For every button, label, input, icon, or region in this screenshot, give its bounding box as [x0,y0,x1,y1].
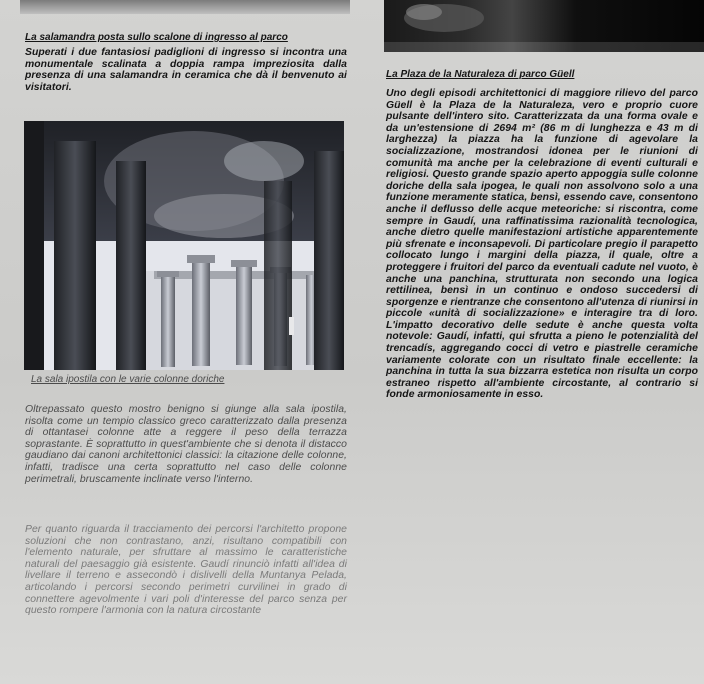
paragraph-sala-ipostila: Oltrepassato questo mostro benigno si giunge alla sala ipostila, risolta come un tempio classico greco caratterizzato dalla presenza di ottantasei colonne atte a reggere il peso della terrazza soprastante. È soprattutto in quest'ambiente che si denota il distacco gaudiano dai canoni architettonici classici: la citazione delle colonne, infatti, tradisce una certa soprattutto nel caso delle colonne perimetrali, bruscamente inclinate verso l'interno. [25,404,347,485]
paragraph-percorsi: Per quanto riguarda il tracciamento dei percorsi l'architetto propone soluzioni che non contrastano, anzi, risultano compatibili con l'elemento naturale, per sfruttare al massimo le caratteristiche naturali del paesaggio già esistente. Gaudí rinunciò infatti all'idea di livellare il terreno e assecondò i dislivelli della Muntanya Pelada, articolando i percorsi secondo perimetri curvilinei in grado di connettere agevolmente i vari poli d'interesse del parco senza per questo rompere l'armonia con la natura circostante [25,524,347,617]
hypostyle-hall-photo [24,121,344,370]
caption-sala-ipostila: La sala ipostila con le varie colonne doriche [31,374,225,385]
top-photo-strip [20,0,350,14]
heading-plaza-naturaleza: La Plaza de la Naturaleza di parco Güell [386,69,575,80]
hypostyle-hall-art [24,121,344,370]
dark-photo-top-right [384,0,704,52]
paragraph-plaza-naturaleza: Uno degli episodi architettonici di maggiore rilievo del parco Güell è la Plaza de la Naturaleza, vero e proprio cuore pulsante dell'intero sito. Caratterizzata da una forma ovale e da un'estensione di 2694 m² (86 m di lunghezza e 43 m di larghezza) la piazza ha la funzione di agevolare la socializzazione, mostrandosi idonea per le riunioni di comunità ma anche per la celebrazione di eventi culturali e religiosi. Questo grande spazio aperto appoggia sulle colonne doriche della sala ipogea, le quali non assolvono solo a una funzione meramente statica, bensì, essendo cave, consentono anche il deflusso delle acque meteoriche: si riscontra, come sempre in Gaudí, una raffinatissima razionalità tecnologica, anche dietro quelle manifestazioni artistiche apparentemente più sfrenate e inconsapevoli. Di particolare pregio il parapetto collocato lungo i margini della piazza, il quale, oltre a proteggere i fruitori del parco da eventuali cadute nel vuoto, è anche una panchina, strutturata non secondo una logica rettilinea, bensì in un continuo e ondoso succedersi di sporgenze e rientranze che consentono all'utenza di riunirsi in piccole «unità di socializzazione» e interagire tra di loro. L'impatto decorativo delle sedute è anche questa volta notevole: Gaudí, infatti, qui sfrutta a pieno le potenzialità del trencadís, aggregando cocci di vetro e piastrelle ceramiche variamente colorate con un risultato finale eccellente: la panchina in tutta la sua bizzarra estetica non risulta un corpo estraneo rispetto all'ambiente circostante, al contrario si fonde armoniosamente in esso. [386,88,698,401]
caption-salamandra: La salamandra posta sullo scalone di ingresso al parco [25,32,288,43]
dark-photo-art [384,0,704,52]
intro-paragraph: Superati i due fantasiosi padiglioni di ingresso si incontra una monumentale scalinata a doppia rampa impreziosita dalla presenza di una salamandra in ceramica che dà il benvenuto ai visitatori. [25,47,347,93]
